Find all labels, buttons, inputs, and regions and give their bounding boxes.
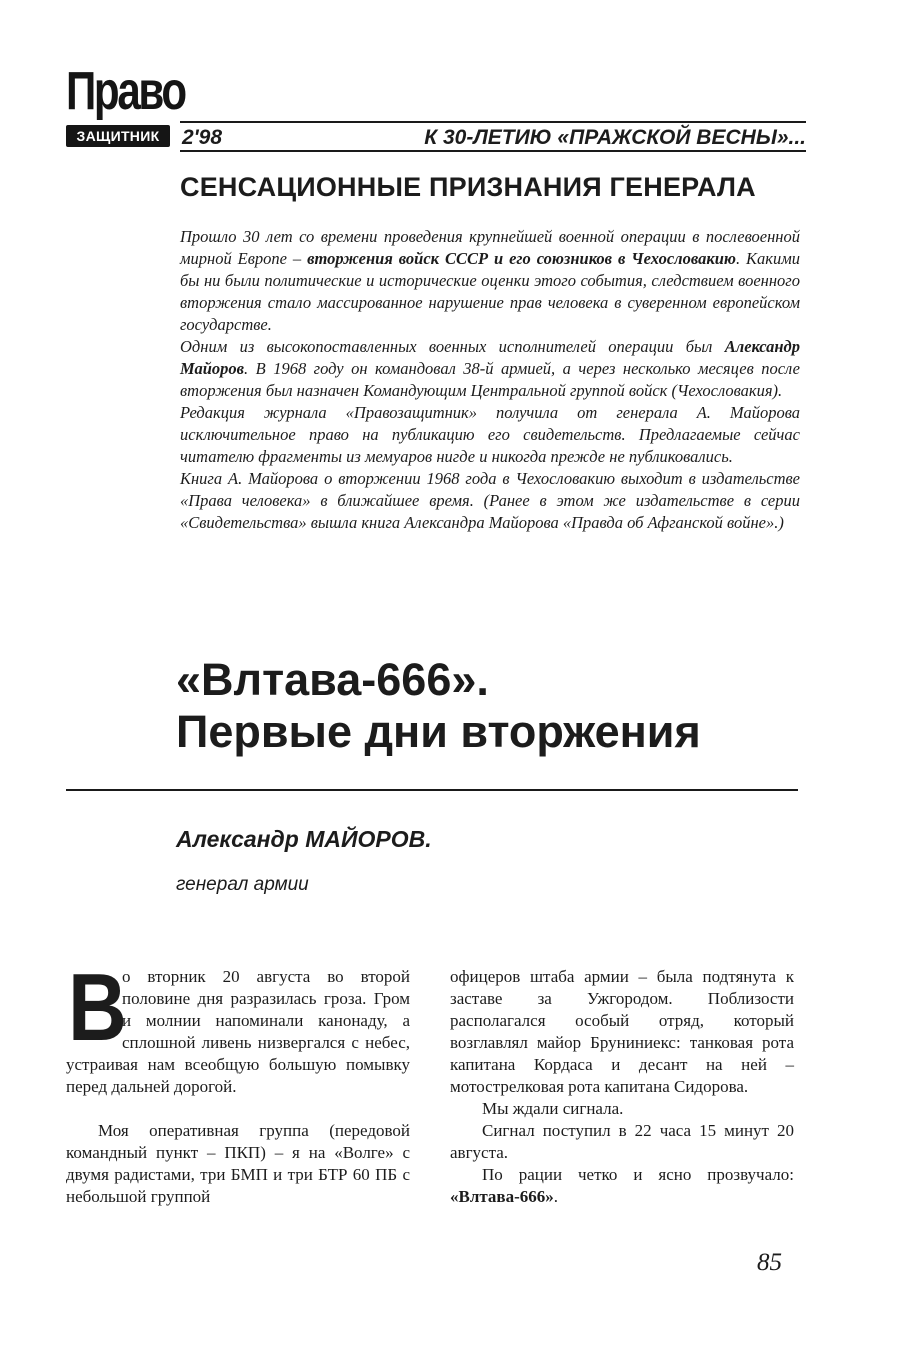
- body-paragraph: Моя оперативная группа (передовой командный пункт – ПКП) – я на «Волге» с двумя радистами, три БМП и три БТР 60 ПБ с небольшой группой: [66, 1121, 410, 1206]
- issue-number: 2'98: [182, 126, 223, 149]
- author-role: генерал армии: [176, 874, 309, 895]
- body-paragraph: Сигнал поступил в 22 часа 15 минут 20 августа.: [450, 1121, 794, 1162]
- intro-paragraph: Редакция журнала «Правозащитник» получила от генерала А. Майорова исключительное право на публикацию его свидетельств. Предлагаемые сейчас читателю фрагменты из мемуаров нигде и никогда прежде не публиковались.: [180, 403, 800, 466]
- body-column-right: [450, 966, 794, 1208]
- editorial-intro: [180, 226, 800, 534]
- title-rule: [66, 789, 798, 791]
- body-paragraph: офицеров штаба армии – была подтянута к заставе за Ужгородом. Поблизости располагался особый отряд, который возглавлял майор Бруниниекс: танковая рота капитана Кордаса и десант на ней – мотострелковая рота капитана Сидорова.: [450, 967, 794, 1096]
- body-paragraph: Мы ждали сигнала.: [482, 1099, 624, 1118]
- header-rule-top: [180, 121, 806, 123]
- page-number: 85: [757, 1249, 782, 1276]
- intro-paragraph: Книга А. Майорова о вторжении 1968 года в Чехословакию выходит в издательстве «Права человека» в ближайшее время. (Ранее в этом же издательстве в серии «Свидетельства» вышла книга Александра Майорова «Правда об Афганской войне».): [180, 469, 800, 532]
- magazine-logo-word: Право: [66, 61, 185, 121]
- intro-paragraph: Прошло 30 лет со времени проведения крупнейшей военной операции в послевоенной мирной Европе – вторжения войск СССР и его союзников в Чехословакию. Какими бы ни были политические и исторические оценки этого события, следствием военного вторжения стало массированное нарушение прав человека в суверенном европейском государстве.: [180, 227, 800, 334]
- header-rule-bottom: [180, 150, 806, 152]
- body-paragraph: В о вторник 20 августа во второй половине дня разразилась гроза. Гром и молнии напоминали канонаду, а сплошной ливень низвергался с небес, устраивая нам всеобщую большую помывку перед дальней дорогой.: [66, 954, 410, 1096]
- logo-badge-text: ЗАЩИТНИК: [76, 128, 160, 144]
- body-column-left: [66, 954, 410, 1208]
- section-headline: СЕНСАЦИОННЫЕ ПРИЗНАНИЯ ГЕНЕРАЛА: [180, 172, 756, 202]
- drop-cap: В: [68, 954, 127, 1061]
- magazine-logo-badge: [66, 125, 170, 147]
- body-paragraph: По рации четко и ясно прозвучало: «Влтава-666».: [450, 1165, 794, 1206]
- article-author: Александр МАЙОРОВ.: [176, 826, 432, 852]
- intro-paragraph: Одним из высокопоставленных военных исполнителей операции был Александр Майоров. В 1968 году он командовал 38-й армией, а через несколько месяцев после вторжения был назначен Командующим Центральной группой войск (Чехословакия).: [180, 337, 800, 400]
- section-rubric: К 30-ЛЕТИЮ «ПРАЖСКОЙ ВЕСНЫ»...: [424, 126, 806, 149]
- article-title: «Влтава-666». Первые дни вторжения: [176, 654, 701, 757]
